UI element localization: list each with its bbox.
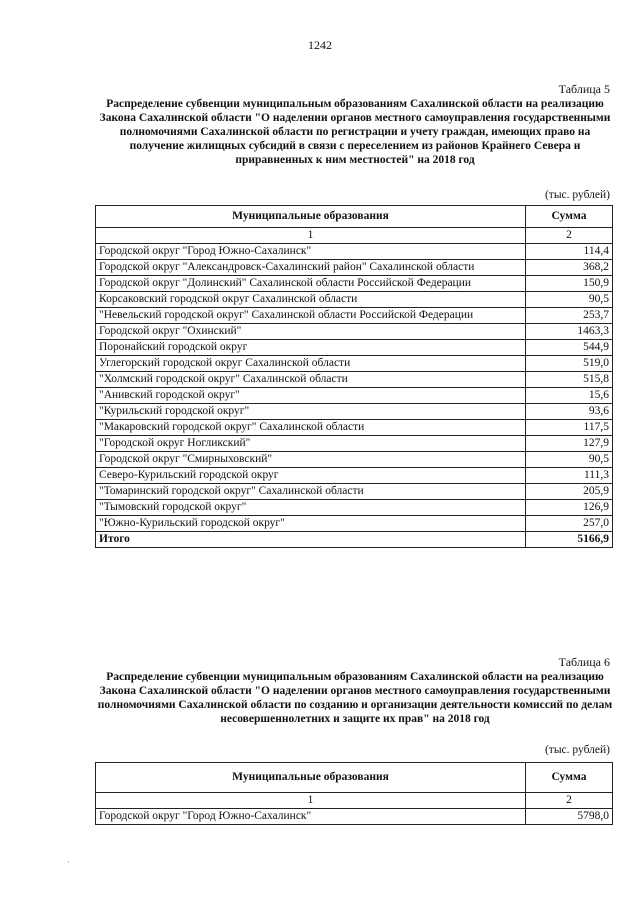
subvention-sum: 126,9 [526,500,613,516]
table5-col-index-2: 2 [526,228,613,244]
table-row [96,452,613,468]
subvention-sum: 93,6 [526,404,613,420]
subvention-sum: 117,5 [526,420,613,436]
table-row [96,420,613,436]
table6-col-index-2: 2 [526,793,613,809]
subvention-sum: 253,7 [526,308,613,324]
municipality-name: "Холмский городской округ" Сахалинской области [96,372,526,388]
municipality-name: Городской округ "Смирныховский" [96,452,526,468]
table-row [96,809,613,825]
table-row [96,388,613,404]
municipality-name: "Городской округ Ногликский" [96,436,526,452]
subvention-sum: 15,6 [526,388,613,404]
subvention-sum: 1463,3 [526,324,613,340]
table5-header-sum: Сумма [526,206,613,228]
municipality-name: "Курильский городской округ" [96,404,526,420]
municipality-name: "Невельский городской округ" Сахалинской области Российской Федерации [96,308,526,324]
table-row [96,324,613,340]
table-row [96,276,613,292]
subvention-sum: 114,4 [526,244,613,260]
table-row [96,468,613,484]
subvention-sum: 90,5 [526,452,613,468]
table-row [96,292,613,308]
municipality-name: "Тымовский городской округ" [96,500,526,516]
table6-header-sum: Сумма [526,763,613,793]
municipality-name: Северо-Курильский городской округ [96,468,526,484]
table5-total-sum: 5166,9 [526,532,613,548]
table-row [96,372,613,388]
municipality-name: "Анивский городской округ" [96,388,526,404]
municipality-name: "Макаровский городской округ" Сахалинской области [96,420,526,436]
subvention-sum: 368,2 [526,260,613,276]
table-row [96,340,613,356]
page-number: 1242 [308,38,332,52]
table-row [96,404,613,420]
table6 [95,762,613,825]
table5 [95,205,613,548]
table5-label: Таблица 5 [558,82,610,96]
subvention-sum: 127,9 [526,436,613,452]
municipality-name: Городской округ "Город Южно-Сахалинск" [96,244,526,260]
table-row [96,500,613,516]
table-row [96,484,613,500]
table6-col-index-1: 1 [96,793,526,809]
municipality-name: Корсаковский городской округ Сахалинской области [96,292,526,308]
subvention-sum: 205,9 [526,484,613,500]
table5-header-name: Муниципальные образования [96,206,526,228]
municipality-name: Городской округ "Александровск-Сахалинский район" Сахалинской области [96,260,526,276]
subvention-sum: 544,9 [526,340,613,356]
subvention-sum: 150,9 [526,276,613,292]
table6-title: Распределение субвенции муниципальным образованиям Сахалинской области на реализацию Закона Сахалинской области "О наделении органов местного самоуправления государственными полномочиями Сахалинской области по созданию и организации деятельности комиссий по делам несовершеннолетних и защите их прав" на 2018 год [97,671,613,725]
table5-col-index-1: 1 [96,228,526,244]
table-row [96,260,613,276]
subvention-sum: 5798,0 [526,809,613,825]
table-row [96,516,613,532]
municipality-name: Городской округ "Город Южно-Сахалинск" [96,809,526,825]
table6-label: Таблица 6 [558,655,610,669]
subvention-sum: 519,0 [526,356,613,372]
table5-total-row [96,532,613,548]
table6-header-name: Муниципальные образования [96,763,526,793]
municipality-name: "Южно-Курильский городской округ" [96,516,526,532]
scan-mark: · [67,858,70,867]
subvention-sum: 257,0 [526,516,613,532]
municipality-name: Городской округ "Долинский" Сахалинской области Российской Федерации [96,276,526,292]
subvention-sum: 515,8 [526,372,613,388]
municipality-name: Городской округ "Охинский" [96,324,526,340]
municipality-name: Углегорский городской округ Сахалинской области [96,356,526,372]
table5-total-label: Итого [96,532,526,548]
subvention-sum: 111,3 [526,468,613,484]
table-row [96,356,613,372]
table-row [96,244,613,260]
table5-title: Распределение субвенции муниципальным образованиям Сахалинской области на реализацию Закона Сахалинской области "О наделении органов местного самоуправления государственными полномочиями Сахалинской области по регистрации и учету граждан, имеющих право на получение жилищных субсидий в связи с переселением из районов Крайнего Севера и приравненных к ним местностей" на 2018 год [99,98,611,166]
table5-units: (тыс. рублей) [544,189,610,201]
subvention-sum: 90,5 [526,292,613,308]
table-row [96,436,613,452]
table-row [96,308,613,324]
municipality-name: Поронайский городской округ [96,340,526,356]
table6-units: (тыс. рублей) [544,744,610,756]
municipality-name: "Томаринский городской округ" Сахалинской области [96,484,526,500]
